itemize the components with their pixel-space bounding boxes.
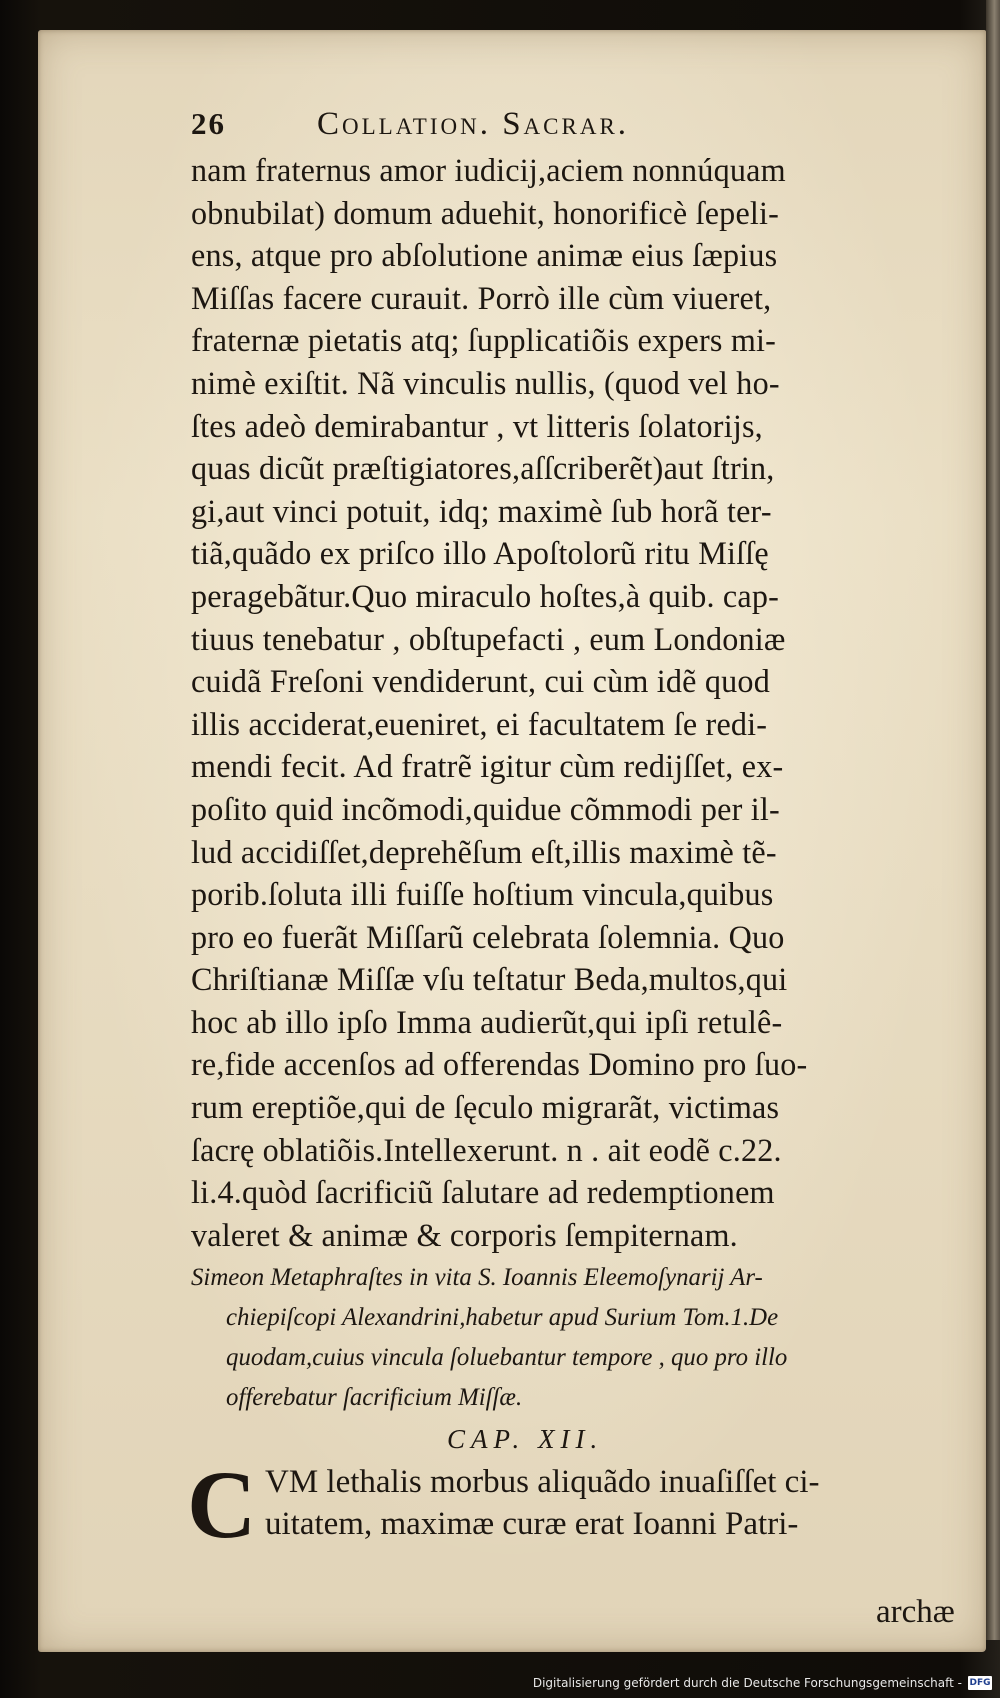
text-line: nimè exiſtit. Nã vinculis nullis, (quod vel ho- — [191, 365, 780, 402]
text-line: porib.ſoluta illi fuiſſe hoſtium vincula,quibus — [191, 877, 774, 914]
chapter-heading: CAP. XII. — [447, 1424, 604, 1455]
text-line: rum ereptiõe,qui de ſęculo migrarãt, victimas — [191, 1090, 780, 1127]
text-line: valeret & animæ & corporis ſempiternam. — [191, 1217, 738, 1254]
text-line: obnubilat) domum aduehit, honorificè ſepeli- — [191, 195, 780, 232]
note-line: quodam,cuius vincula ſoluebantur tempore , quo pro illo — [226, 1342, 788, 1372]
drop-cap-initial: C — [187, 1451, 257, 1559]
page-header — [191, 106, 971, 150]
source-note — [191, 1257, 971, 1417]
body-text — [191, 150, 971, 1257]
page-text-block — [187, 106, 971, 1631]
text-line: poſito quid incõmodi,quidue cõmmodi per il- — [191, 791, 780, 828]
text-line: li.4.quòd ſacrificiũ ſalutare ad redemptionem — [191, 1175, 775, 1212]
text-line: re,fide accenſos ad offerendas Domino pro ſuo- — [191, 1047, 808, 1084]
book-edge — [986, 0, 1000, 1640]
note-line: offerebatur ſacrificium Miſſæ. — [226, 1382, 523, 1412]
note-line: chiepiſcopi Alexandrini,habetur apud Surium Tom.1.De — [226, 1302, 779, 1332]
text-line: tiã,quãdo ex priſco illo Apoſtolorũ ritu Miſſę — [191, 536, 769, 573]
catchword: archæ — [876, 1594, 955, 1631]
text-line: lud accidiſſet,deprehẽſum eſt,illis maximè tẽ- — [191, 834, 777, 871]
text-line: tiuus tenebatur , obſtupefacti , eum Londoniæ — [191, 621, 786, 658]
text-line: VM lethalis morbus aliquãdo inuaſiſſet ci- — [265, 1464, 820, 1501]
text-line: gi,aut vinci potuit, idq; maximè ſub horã ter- — [191, 493, 772, 530]
text-line: pro eo fuerãt Miſſarũ celebrata ſolemnia. Quo — [191, 919, 785, 956]
note-line: Simeon Metaphraſtes in vita S. Ioannis Eleemoſynarij Ar- — [191, 1262, 763, 1292]
dfg-logo-icon: DFG — [969, 1678, 991, 1688]
credit-text: Digitalisierung gefördert durch die Deutsche Forschungsgemeinschaft - — [532, 1676, 962, 1690]
text-line: uitatem, maximæ curæ erat Ioanni Patri- — [265, 1506, 799, 1543]
text-line: Chriſtianæ Miſſæ vſu teſtatur Beda,multos,qui — [191, 962, 788, 999]
page-number: 26 — [191, 106, 226, 141]
text-line: nam fraternus amor iudicij,aciem nonnúquam — [191, 153, 786, 189]
text-line: peragebãtur.Quo miraculo hoſtes,à quib. cap- — [191, 578, 780, 615]
text-line: cuidã Freſoni vendiderunt, cui cùm idẽ quod — [191, 664, 770, 701]
digitization-credit — [533, 1672, 992, 1694]
text-line: mendi fecit. Ad fratrẽ igitur cùm redijſſet, ex- — [191, 749, 784, 786]
text-line: Miſſas facere curauit. Porrò ille cùm viueret, — [191, 280, 772, 317]
running-title: Collation. Sacrar. — [317, 106, 630, 142]
text-line: ens, atque pro abſolutione animæ eius ſæpius — [191, 238, 778, 275]
text-line: ſacrę oblatiõis.Intellexerunt. n . ait eodẽ c.22. — [191, 1132, 782, 1169]
text-line: illis acciderat,eueniret, ei facultatem ſe redi- — [191, 706, 768, 743]
text-line: fraternæ pietatis atq; ſupplicatiõis expers mi- — [191, 323, 777, 360]
chapter-opening — [187, 1451, 971, 1631]
text-line: ſtes adeò demirabantur , vt litteris ſolatorijs, — [191, 408, 763, 445]
text-line: quas dicũt præſtigiatores,aſſcriberẽt)aut ſtrin, — [191, 451, 775, 488]
text-line: hoc ab illo ipſo Imma audierũt,qui ipſi retulê- — [191, 1004, 783, 1041]
